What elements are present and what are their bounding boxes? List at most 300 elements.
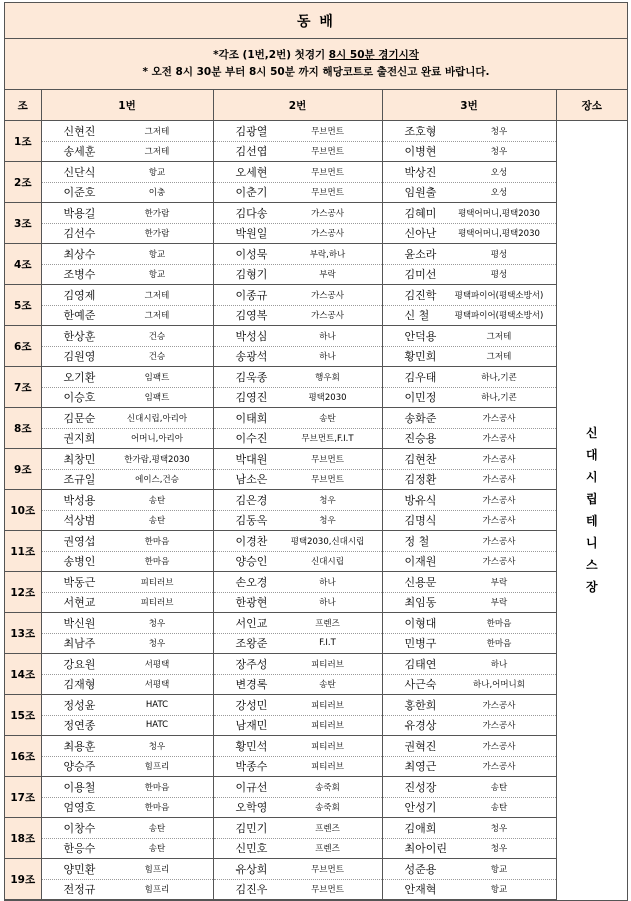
team-cell — [382, 244, 556, 285]
group-label: 8조 — [5, 408, 41, 449]
player-club: 평성 — [490, 249, 508, 260]
player-club: 무브먼트 — [311, 864, 344, 875]
player-row — [214, 470, 382, 490]
player-name: 이민정 — [404, 391, 437, 405]
player-row — [383, 531, 556, 552]
player-club: 가스공사 — [311, 311, 344, 322]
player-club: 한마음 — [486, 639, 512, 650]
player-club: 가스공사 — [311, 208, 344, 219]
player-club: 한마음 — [144, 782, 170, 793]
player-club: 송탄 — [148, 495, 166, 506]
header-team-2: 2번 — [213, 90, 382, 121]
player-row — [42, 408, 213, 429]
player-row — [42, 634, 213, 654]
player-name: 오세현 — [235, 165, 268, 179]
player-name: 박성용 — [63, 493, 96, 507]
player-name: 손오경 — [235, 575, 268, 589]
player-row — [42, 224, 213, 244]
player-club: 평택파이어(평택소방서) — [454, 311, 544, 322]
group-label: 11조 — [5, 531, 41, 572]
player-name: 이준호 — [63, 186, 96, 200]
player-row — [214, 285, 382, 306]
team-cell — [41, 162, 213, 203]
player-name: 김동옥 — [235, 514, 268, 528]
player-name: 이종규 — [235, 288, 268, 302]
player-row — [42, 572, 213, 593]
player-club: 무브먼트 — [311, 167, 344, 178]
draw-table — [5, 90, 627, 900]
player-row — [383, 490, 556, 511]
player-name: 박원일 — [235, 227, 268, 241]
player-club: 한가람 — [144, 229, 170, 240]
player-row — [383, 572, 556, 593]
group-label: 6조 — [5, 326, 41, 367]
player-name: 전정규 — [63, 883, 96, 897]
player-row — [214, 654, 382, 675]
player-name: 신현진 — [63, 124, 96, 138]
player-name: 홍한희 — [404, 698, 437, 712]
team-cell — [213, 244, 382, 285]
player-name: 이성묵 — [235, 247, 268, 261]
player-name: 정연종 — [63, 719, 96, 733]
player-row — [383, 224, 556, 244]
player-name: 신단식 — [63, 165, 96, 179]
group-label: 5조 — [5, 285, 41, 326]
team-cell — [41, 859, 213, 900]
player-name: 김욱종 — [235, 370, 268, 384]
team-cell — [382, 162, 556, 203]
player-row — [383, 162, 556, 183]
player-club: 한마음 — [144, 557, 170, 568]
group-row — [5, 736, 627, 777]
player-club: 그저테 — [144, 147, 170, 158]
team-cell — [41, 408, 213, 449]
player-row — [214, 183, 382, 203]
team-cell — [41, 367, 213, 408]
player-club: 가스공사 — [482, 536, 516, 547]
player-name: 조규일 — [63, 473, 96, 487]
player-club: 송탄 — [319, 680, 336, 691]
player-name: 송병인 — [63, 555, 96, 569]
player-club: 평택어머니,평택2030 — [458, 208, 540, 219]
player-name: 김문순 — [63, 411, 96, 425]
player-club: 그저테 — [144, 311, 170, 322]
player-club: 한마음 — [486, 618, 512, 629]
player-name: 김선수 — [63, 227, 96, 241]
player-row — [42, 716, 213, 736]
player-club: 청우 — [490, 147, 508, 158]
player-club: 그저테 — [144, 290, 170, 301]
player-row — [42, 511, 213, 531]
player-name: 이형대 — [404, 616, 437, 630]
player-name: 권혁진 — [404, 739, 437, 753]
player-name: 조왕준 — [235, 637, 268, 651]
player-club: 평택2030 — [308, 393, 347, 404]
team-cell — [213, 326, 382, 367]
player-name: 양승인 — [235, 555, 268, 569]
team-cell — [382, 203, 556, 244]
player-name: 최영근 — [404, 760, 437, 774]
team-cell — [41, 326, 213, 367]
group-row — [5, 695, 627, 736]
player-row — [214, 716, 382, 736]
player-row — [383, 511, 556, 531]
group-row — [5, 408, 627, 449]
player-club: 청우 — [148, 618, 166, 629]
header-place: 장소 — [556, 90, 627, 121]
player-row — [214, 818, 382, 839]
player-name: 김애희 — [404, 821, 437, 835]
player-row — [42, 142, 213, 162]
player-name: 남소은 — [235, 473, 268, 487]
player-name: 최용훈 — [63, 739, 96, 753]
group-label: 16조 — [5, 736, 41, 777]
player-name: 박성심 — [235, 329, 268, 343]
group-row — [5, 490, 627, 531]
player-club: 그저테 — [486, 331, 512, 342]
player-name: 김영제 — [63, 288, 96, 302]
player-club: 항교 — [490, 864, 508, 875]
player-name: 안재혁 — [404, 883, 437, 897]
player-row — [42, 593, 213, 613]
player-club: 하나,어머니회 — [473, 680, 525, 691]
player-club: 하나 — [490, 659, 508, 670]
player-club: 청우 — [148, 741, 166, 752]
team-cell — [213, 449, 382, 490]
player-club: HATC — [145, 720, 169, 731]
player-name: 강성민 — [235, 698, 268, 712]
player-name: 이창수 — [63, 821, 96, 835]
player-club: 서평택 — [144, 680, 170, 691]
player-club: 힘프리 — [144, 762, 170, 773]
player-row — [383, 552, 556, 572]
player-club: 가스공사 — [482, 557, 516, 568]
player-row — [214, 244, 382, 265]
player-row — [383, 121, 556, 142]
group-label: 18조 — [5, 818, 41, 859]
player-row — [383, 470, 556, 490]
player-name: 황민석 — [235, 739, 268, 753]
player-name: 한응수 — [63, 842, 96, 856]
player-name: 윤소라 — [404, 247, 437, 261]
header-team-3: 3번 — [382, 90, 556, 121]
player-row — [383, 757, 556, 777]
group-label: 19조 — [5, 859, 41, 900]
player-club: 가스공사 — [482, 762, 516, 773]
team-cell — [382, 695, 556, 736]
player-club: 송죽회 — [315, 782, 340, 793]
header-team-1: 1번 — [41, 90, 213, 121]
player-row — [42, 613, 213, 634]
team-cell — [41, 654, 213, 695]
player-club: 송탄 — [319, 413, 336, 424]
player-row — [42, 306, 213, 326]
player-name: 진승용 — [404, 432, 437, 446]
group-row — [5, 654, 627, 695]
player-row — [42, 183, 213, 203]
team-cell — [41, 203, 213, 244]
player-name: 최아이린 — [404, 842, 448, 856]
player-row — [214, 859, 382, 880]
player-club: 프렌즈 — [315, 618, 340, 629]
player-name: 박신원 — [63, 616, 96, 630]
player-club: 청우 — [490, 126, 508, 137]
player-row — [42, 818, 213, 839]
player-row — [214, 531, 382, 552]
player-club: 송죽회 — [315, 803, 340, 814]
player-row — [383, 839, 556, 859]
team-cell — [382, 736, 556, 777]
group-row — [5, 367, 627, 408]
player-name: 김혜미 — [404, 206, 437, 220]
team-cell — [41, 818, 213, 859]
player-club: 임팩트 — [144, 372, 170, 383]
player-row — [214, 675, 382, 695]
player-name: 석상범 — [63, 514, 96, 528]
player-name: 서현교 — [63, 596, 96, 610]
player-name: 김미선 — [404, 268, 437, 282]
group-label: 12조 — [5, 572, 41, 613]
player-row — [214, 306, 382, 326]
player-row — [42, 839, 213, 859]
player-row — [42, 777, 213, 798]
player-name: 성준용 — [404, 862, 437, 876]
team-cell — [382, 654, 556, 695]
player-club: 가스공사 — [482, 516, 516, 527]
player-club: 하나 — [319, 577, 336, 588]
player-club: 항교 — [148, 167, 166, 178]
player-row — [214, 449, 382, 470]
player-club: 힘프리 — [144, 885, 170, 896]
team-cell — [213, 859, 382, 900]
player-club: 한가람 — [144, 208, 170, 219]
player-club: 피티러브 — [311, 741, 344, 752]
player-club: 피티러브 — [140, 577, 174, 588]
player-name: 이태희 — [235, 411, 268, 425]
group-label: 10조 — [5, 490, 41, 531]
player-club: 가스공사 — [482, 700, 516, 711]
player-name: 김진학 — [404, 288, 437, 302]
player-club: 피티러브 — [311, 659, 344, 670]
player-name: 신아난 — [404, 227, 437, 241]
player-name: 김재형 — [63, 678, 96, 692]
player-row — [42, 736, 213, 757]
team-cell — [382, 326, 556, 367]
team-cell — [213, 777, 382, 818]
player-name: 오학영 — [235, 801, 268, 815]
team-cell — [382, 121, 556, 162]
player-name: 오기환 — [63, 370, 96, 384]
team-cell — [382, 859, 556, 900]
player-name: 김영복 — [235, 309, 268, 323]
player-club: 건승 — [148, 352, 166, 363]
player-row — [42, 429, 213, 449]
player-name: 최창민 — [63, 452, 96, 466]
player-club: 하나 — [319, 331, 336, 342]
player-club: 청우 — [148, 639, 166, 650]
player-name: 황민희 — [404, 350, 437, 364]
team-cell — [382, 531, 556, 572]
team-cell — [382, 818, 556, 859]
draw-sheet — [4, 2, 628, 901]
group-label: 13조 — [5, 613, 41, 654]
player-row — [214, 552, 382, 572]
player-name: 이춘기 — [235, 186, 268, 200]
player-row — [214, 408, 382, 429]
player-row — [42, 326, 213, 347]
player-row — [214, 121, 382, 142]
player-club: 피티러브 — [140, 598, 174, 609]
player-row — [42, 121, 213, 142]
team-cell — [382, 367, 556, 408]
team-cell — [213, 695, 382, 736]
player-club: HATC — [145, 699, 169, 710]
player-row — [383, 183, 556, 203]
team-cell — [41, 449, 213, 490]
player-row — [214, 162, 382, 183]
player-club: 신대시립 — [311, 557, 344, 568]
notice-start-time: 8시 50분 경기시작 — [328, 49, 419, 61]
player-name: 조병수 — [63, 268, 96, 282]
player-name: 안성기 — [404, 801, 437, 815]
player-row — [214, 757, 382, 777]
player-club: 청우 — [490, 823, 508, 834]
player-club: F.I.T — [319, 638, 336, 649]
player-name: 남재민 — [235, 719, 268, 733]
player-club: 가스공사 — [482, 413, 516, 424]
group-label: 7조 — [5, 367, 41, 408]
team-cell — [213, 736, 382, 777]
player-club: 한마음 — [144, 536, 170, 547]
player-name: 양민환 — [63, 862, 96, 876]
player-club: 청우 — [490, 844, 508, 855]
player-name: 신용문 — [404, 575, 437, 589]
player-name: 이재원 — [404, 555, 437, 569]
player-name: 양승주 — [63, 760, 96, 774]
player-name: 변경록 — [235, 678, 268, 692]
player-name: 엄영호 — [63, 801, 96, 815]
player-club: 청우 — [319, 516, 336, 527]
group-row — [5, 449, 627, 490]
player-row — [383, 593, 556, 613]
player-row — [42, 552, 213, 572]
player-club: 무브먼트 — [311, 126, 344, 137]
player-club: 항교 — [148, 270, 166, 281]
player-club: 가스공사 — [482, 495, 516, 506]
player-name: 박상진 — [404, 165, 437, 179]
player-club: 건승 — [148, 331, 166, 342]
draw-table-body — [5, 121, 627, 900]
player-club: 이충 — [148, 188, 166, 199]
group-label: 17조 — [5, 777, 41, 818]
player-row — [383, 613, 556, 634]
group-label: 9조 — [5, 449, 41, 490]
player-row — [214, 798, 382, 818]
player-club: 하나,기콘 — [481, 372, 517, 383]
player-name: 김현찬 — [404, 452, 437, 466]
header-group: 조 — [5, 90, 41, 121]
team-cell — [382, 449, 556, 490]
player-club: 송탄 — [490, 782, 508, 793]
place-cell — [556, 121, 627, 900]
player-name: 박대원 — [235, 452, 268, 466]
player-row — [214, 613, 382, 634]
player-row — [42, 470, 213, 490]
player-club: 무브먼트 — [311, 454, 344, 465]
player-club: 프렌즈 — [315, 823, 340, 834]
player-name: 이병현 — [404, 145, 437, 159]
player-club: 평성 — [490, 270, 508, 281]
player-row — [42, 859, 213, 880]
player-row — [383, 429, 556, 449]
player-club: 오성 — [490, 188, 508, 199]
team-cell — [41, 613, 213, 654]
player-club: 송탄 — [148, 844, 166, 855]
player-club: 평택2030,신대시립 — [290, 536, 365, 547]
player-row — [214, 367, 382, 388]
player-row — [383, 736, 556, 757]
player-club: 항교 — [148, 249, 166, 260]
player-name: 이수진 — [235, 432, 268, 446]
player-name: 김명식 — [404, 514, 437, 528]
group-row — [5, 572, 627, 613]
player-club: 임팩트 — [144, 393, 170, 404]
player-name: 최남주 — [63, 637, 96, 651]
player-name: 한상훈 — [63, 329, 96, 343]
player-name: 안덕용 — [404, 329, 437, 343]
player-name: 유경상 — [404, 719, 437, 733]
player-club: 하나 — [319, 598, 336, 609]
player-name: 권영섭 — [63, 534, 96, 548]
player-row — [214, 326, 382, 347]
player-club: 신대시립,아리아 — [126, 413, 188, 424]
group-row — [5, 818, 627, 859]
player-name: 임원출 — [404, 186, 437, 200]
player-name: 김영진 — [235, 391, 268, 405]
player-row — [42, 203, 213, 224]
player-name: 김다송 — [235, 206, 268, 220]
player-name: 김은경 — [235, 493, 268, 507]
team-cell — [213, 531, 382, 572]
player-name: 김형기 — [235, 268, 268, 282]
player-row — [214, 265, 382, 285]
player-club: 부락 — [490, 598, 508, 609]
player-club: 송탄 — [148, 516, 166, 527]
team-cell — [382, 490, 556, 531]
player-name: 정 철 — [404, 534, 430, 548]
team-cell — [41, 736, 213, 777]
player-row — [383, 326, 556, 347]
team-cell — [382, 777, 556, 818]
player-name: 정성윤 — [63, 698, 96, 712]
team-cell — [41, 777, 213, 818]
header-row — [5, 90, 627, 121]
player-name: 방유식 — [404, 493, 437, 507]
player-club: 피티러브 — [311, 762, 344, 773]
player-club: 에이스,건승 — [135, 475, 179, 486]
group-row — [5, 285, 627, 326]
player-name: 이경찬 — [235, 534, 268, 548]
player-name: 신민호 — [235, 842, 268, 856]
player-club: 하나 — [319, 352, 336, 363]
player-club: 무브먼트 — [311, 147, 344, 158]
player-name: 민병구 — [404, 637, 437, 651]
player-row — [42, 265, 213, 285]
group-label: 2조 — [5, 162, 41, 203]
player-row — [383, 306, 556, 326]
group-row — [5, 203, 627, 244]
player-name: 김민기 — [235, 821, 268, 835]
